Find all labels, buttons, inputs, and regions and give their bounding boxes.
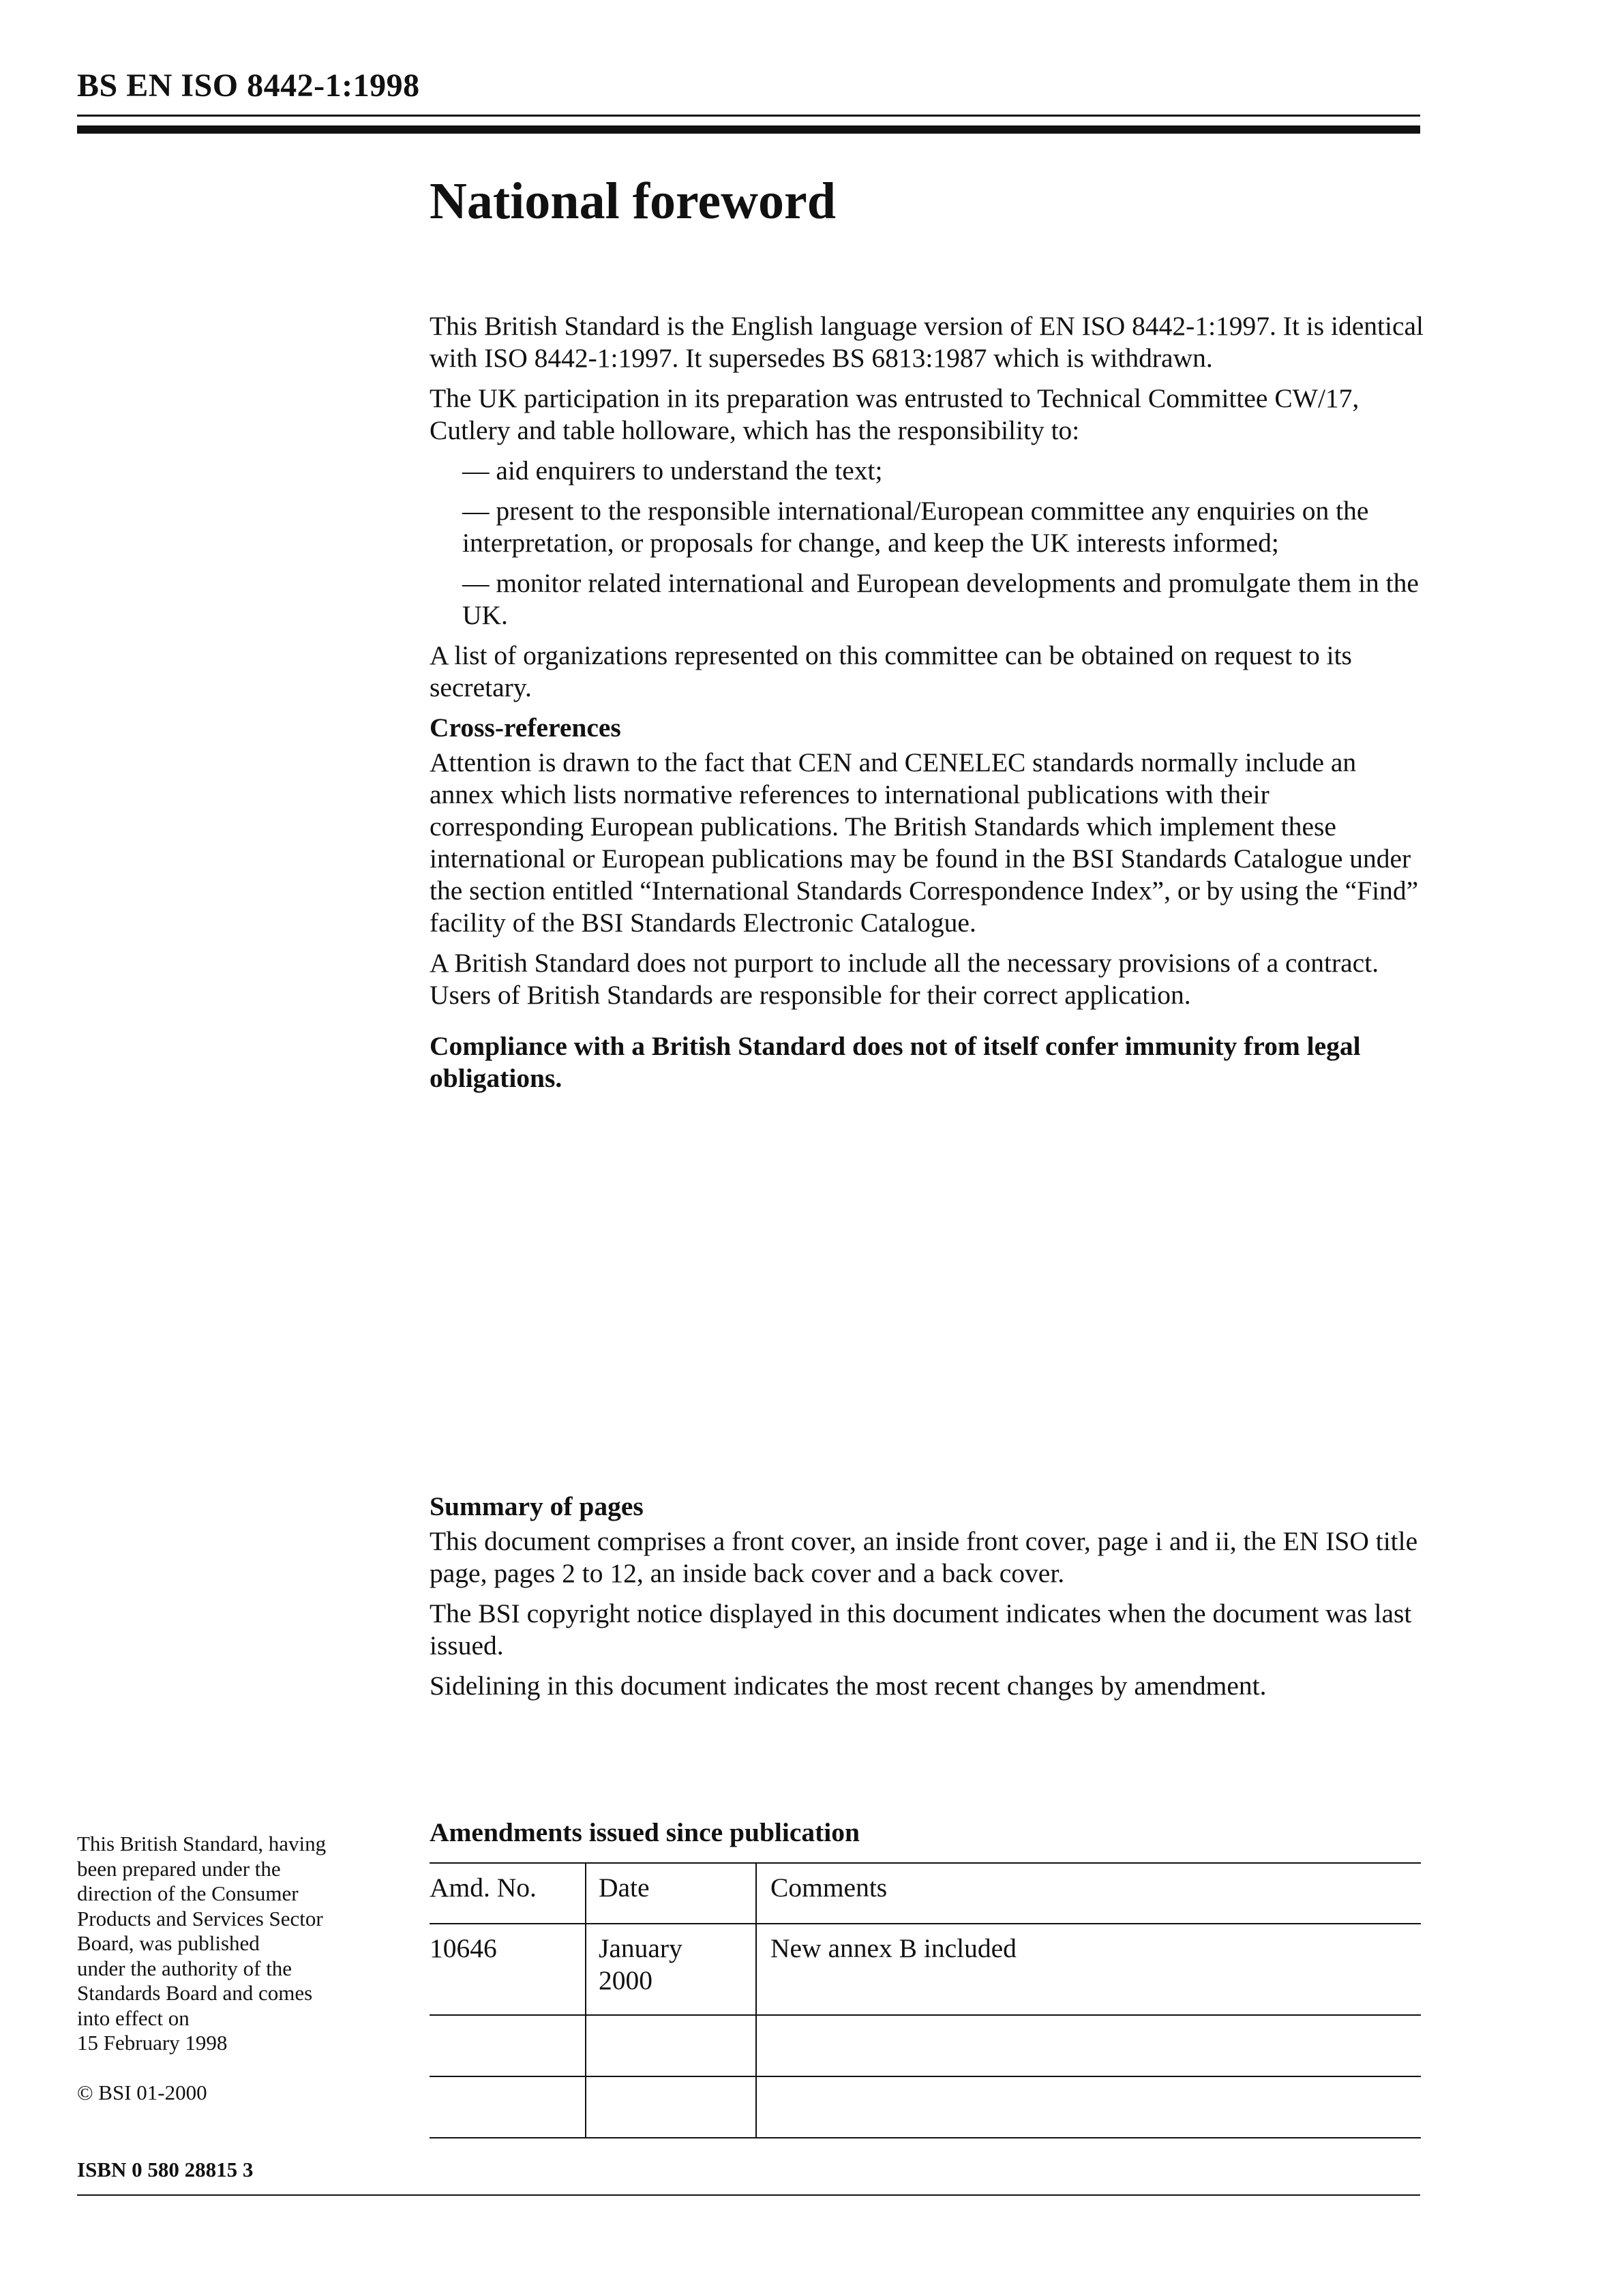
amendments-heading: Amendments issued since publication xyxy=(430,1817,860,1847)
column-header-amd-no: Amd. No. xyxy=(430,1863,586,1924)
header-thin-rule xyxy=(77,115,1420,117)
cross-references-paragraph: Attention is drawn to the fact that CEN and CENELEC standards normally include an annex which lists normative references to international publications with their corresponding European publications. The British Standards which implement these international or European publications may be found in the BSI Standards Catalogue under the section entitled “International Standards Correspondence Index”, or by using the “Find” facility of the BSI Standards Electronic Catalogue. xyxy=(430,747,1419,938)
responsibility-list xyxy=(430,455,1425,631)
compliance-notice: Compliance with a British Standard does not of itself confer immunity from legal obligations. xyxy=(430,1031,1361,1093)
publication-note-line: been prepared under the xyxy=(77,1856,281,1881)
organizations-paragraph: A list of organizations represented on this committee can be obtained on request to its secretary. xyxy=(430,640,1352,702)
publication-note-line: Products and Services Sector xyxy=(77,1906,323,1930)
table-header-row xyxy=(430,1863,1421,1924)
empty-cell xyxy=(756,2076,1421,2138)
summary-heading: Summary of pages xyxy=(430,1491,644,1521)
comments-cell: New annex B included xyxy=(756,1924,1421,2015)
page-title: National foreword xyxy=(430,173,836,230)
table-row xyxy=(430,2076,1421,2138)
header-thick-rule xyxy=(77,125,1420,134)
summary-paragraph: Sidelining in this document indicates the most recent changes by amendment. xyxy=(430,1671,1267,1701)
date-line: January xyxy=(599,1933,682,1963)
empty-cell xyxy=(586,2015,756,2076)
publication-note-line: under the authority of the xyxy=(77,1956,292,1980)
document-header-title: BS EN ISO 8442-1:1998 xyxy=(77,68,420,104)
empty-cell xyxy=(430,2015,586,2076)
publication-note-line: Board, was published xyxy=(77,1931,260,1955)
amendments-table xyxy=(430,1862,1421,2138)
copyright-notice: © BSI 01-2000 xyxy=(77,2081,207,2104)
publication-note-line: 15 February 1998 xyxy=(77,2031,228,2055)
empty-cell xyxy=(586,2076,756,2138)
foreword-body xyxy=(430,170,1425,1103)
publication-note-line: Standards Board and comes xyxy=(77,1981,313,2005)
empty-cell xyxy=(430,2076,586,2138)
column-header-date: Date xyxy=(586,1863,756,1924)
empty-cell xyxy=(756,2015,1421,2076)
cross-references-heading: Cross-references xyxy=(430,713,621,743)
publication-note-line: into effect on xyxy=(77,2006,190,2030)
summary-paragraph: The BSI copyright notice displayed in this document indicates when the document was last issued. xyxy=(430,1598,1412,1660)
provisions-paragraph: A British Standard does not purport to include all the necessary provisions of a contract. Users of British Standards are responsible for their correct application. xyxy=(430,948,1379,1010)
footer-rule xyxy=(77,2194,1420,2196)
publication-note-line: This British Standard, having xyxy=(77,1832,327,1855)
participation-paragraph: The UK participation in its preparation was entrusted to Technical Committee CW/17, Cutlery and table holloware, which has the responsibility to: xyxy=(430,383,1360,445)
responsibility-item: — aid enquirers to understand the text; xyxy=(462,456,883,486)
intro-paragraph: This British Standard is the English language version of EN ISO 8442-1:1997. It is identical with ISO 8442-1:1997. It supersedes BS 6813:1987 which is withdrawn. xyxy=(430,311,1424,373)
summary-paragraph: This document comprises a front cover, an inside front cover, page i and ii, the EN ISO title page, pages 2 to 12, an inside back cover and a back cover. xyxy=(430,1526,1418,1588)
date-cell xyxy=(586,1924,756,2015)
publication-note xyxy=(77,1832,397,2056)
isbn-number: ISBN 0 580 28815 3 xyxy=(77,2158,254,2181)
table-row xyxy=(430,2015,1421,2076)
responsibility-item: — monitor related international and European developments and promulgate them in the UK. xyxy=(462,568,1419,630)
table-row xyxy=(430,1924,1421,2015)
responsibility-item: — present to the responsible international/European committee any enquiries on the interpretation, or proposals for change, and keep the UK interests informed; xyxy=(462,496,1369,558)
publication-note-line: direction of the Consumer xyxy=(77,1881,299,1905)
amendments-section xyxy=(430,1817,1421,2138)
summary-section xyxy=(430,1491,1425,1710)
column-header-comments: Comments xyxy=(756,1863,1421,1924)
date-line: 2000 xyxy=(599,1965,652,1995)
amd-no-cell: 10646 xyxy=(430,1924,586,2015)
